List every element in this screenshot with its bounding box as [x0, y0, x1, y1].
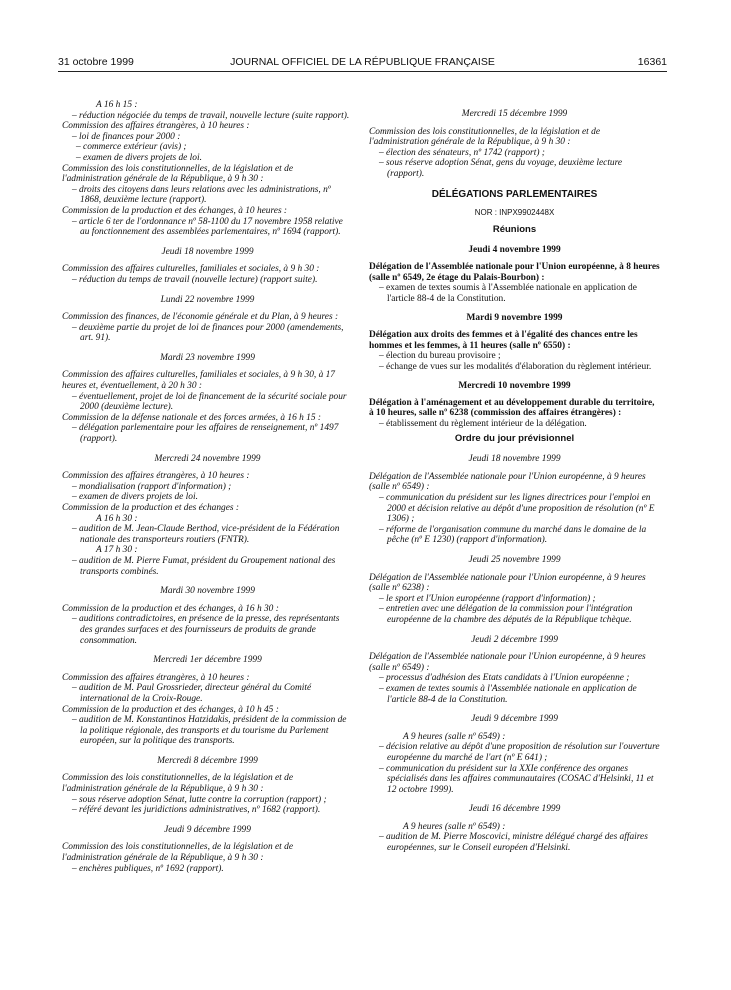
heading: Commission des lois constitutionnelles, de la législation et de l'administration générale de la République, à 9 h 30 : [62, 773, 293, 795]
sub-item: – examen de divers projets de loi. [76, 152, 202, 163]
agenda-item: – délégation parlementaire pour les affaires de renseignement, nº 1497 (rapport). [72, 423, 339, 445]
agenda-item: – réforme de l'organisation commune du marché dans le domaine de la pêche (nº E 1230) (rapport d'information). [379, 524, 647, 546]
agenda-item: – élection du bureau provisoire ; [379, 351, 501, 362]
agenda-item: – processus d'adhésion des Etats candidats à l'Union européenne ; [379, 673, 630, 684]
delegation-heading: Délégation à l'aménagement et au développement durable du territoire, à 10 heures, salle nº 6238 (commission des affaires étrangères) : [369, 397, 655, 419]
page-header [58, 56, 667, 70]
journal-title: JOURNAL OFFICIEL DE LA RÉPUBLIQUE FRANÇAISE [230, 56, 495, 68]
heading: Commission des affaires étrangères, à 10 heures : [62, 672, 250, 683]
time-line: A 16 h 30 : [96, 513, 138, 524]
date-heading: Jeudi 9 décembre 1999 [471, 714, 558, 725]
agenda-item: – audition de M. Pierre Moscovici, ministre délégué chargé des affaires européennes, sur le Conseil européen d'Helsinki. [379, 832, 648, 854]
agenda-item: – examen de textes soumis à l'Assemblée nationale en application de l'article 88-4 de la Constitution. [379, 683, 637, 705]
time-line: A 16 h 15 : [96, 100, 138, 110]
agenda-item: – deuxième partie du projet de loi de finances pour 2000 (amendements, art. 91). [72, 322, 344, 344]
delegation-heading: Délégation de l'Assemblée nationale pour l'Union européenne, à 8 heures (salle nº 6549, 2e étage du Palais-Bourbon) : [369, 261, 660, 283]
agenda-item: – audition de M. Konstantinos Hatzidakis, président de la commission de la politique régionale, des transports et du tourisme du Parlement européen, sur la politique des transports. [72, 715, 347, 747]
date-heading: Mardi 23 novembre 1999 [160, 352, 255, 363]
date-heading: Mercredi 10 novembre 1999 [458, 381, 571, 392]
time-line: A 9 heures (salle nº 6549) : [403, 821, 506, 832]
heading: Commission de la production et des échanges, à 10 heures : [62, 205, 288, 216]
right-column [369, 100, 660, 854]
nor-reference: NOR : INPX9902448X [474, 208, 555, 218]
agenda-item: – établissement du règlement intérieur de la délégation. [379, 419, 587, 430]
heading: Commission des affaires culturelles, familiales et sociales, à 9 h 30 : [62, 264, 320, 275]
date-heading: Lundi 22 novembre 1999 [160, 294, 255, 305]
left-column [62, 100, 353, 874]
heading: Commission des finances, de l'économie générale et du Plan, à 9 heures : [62, 312, 339, 323]
date-heading: Jeudi 4 novembre 1999 [468, 245, 561, 256]
agenda-item: – réduction négociée du temps de travail, nouvelle lecture (suite rapport). [72, 110, 350, 121]
agenda-item: – droits des citoyens dans leurs relations avec les administrations, nº 1868, deuxième lecture (rapport). [72, 184, 331, 206]
agenda-item: – référé devant les juridictions administratives, nº 1682 (rapport). [72, 805, 321, 816]
agenda-item: – élection des sénateurs, nº 1742 (rapport) ; [379, 147, 545, 158]
heading: Commission de la production et des échanges, à 16 h 30 : [62, 603, 279, 614]
agenda-item: – examen de divers projets de loi. [72, 492, 198, 503]
agenda-item: – auditions contradictoires, en présence de la presse, des représentants des grandes surfaces et des fournisseurs de produits de grande consommation. [72, 614, 340, 646]
heading: Commission des affaires étrangères, à 10 heures : [62, 121, 250, 132]
agenda-item: – communication du président sur les lignes directrices pour l'emploi en 2000 et décision relative au dépôt d'une proposition de résolution (nº E 1306) ; [379, 493, 655, 525]
agenda-item: – entretien avec une délégation de la commission pour l'intégration européenne de la chambre des députés de la République tchèque. [379, 604, 633, 625]
heading: Commission de la défense nationale et des forces armées, à 16 h 15 : [62, 412, 321, 423]
subsection-title: Réunions [492, 223, 537, 235]
date-heading: Mercredi 15 décembre 1999 [461, 109, 568, 119]
header-date: 31 octobre 1999 [58, 56, 134, 68]
sub-item: – commerce extérieur (avis) ; [76, 142, 187, 153]
agenda-item: – communication du président sur la XXIe conférence des organes spécialisés dans les affaires communautaires (COSAC d'Helsinki, 11 et 12 octobre 1999). [379, 763, 654, 795]
date-heading: Jeudi 25 novembre 1999 [468, 555, 561, 565]
date-heading: Jeudi 16 décembre 1999 [468, 804, 561, 815]
date-heading: Mercredi 8 décembre 1999 [157, 755, 258, 766]
agenda-item: – le sport et l'Union européenne (rapport d'information) ; [379, 593, 596, 604]
heading: Commission de la production et des échanges : [62, 503, 239, 513]
agenda-item: – loi de finances pour 2000 : [72, 131, 181, 142]
date-heading: Mardi 9 novembre 1999 [466, 313, 563, 324]
date-heading: Mardi 30 novembre 1999 [160, 586, 255, 597]
page-number: 16361 [637, 56, 667, 68]
date-heading: Jeudi 9 décembre 1999 [164, 824, 251, 835]
date-heading: Mercredi 24 novembre 1999 [154, 453, 261, 464]
date-heading: Jeudi 18 novembre 1999 [161, 246, 254, 257]
subsection-title: Ordre du jour prévisionnel [454, 432, 575, 444]
heading: Délégation de l'Assemblée nationale pour l'Union européenne, à 9 heures (salle nº 6549) : [369, 471, 646, 493]
section-title: DÉLÉGATIONS PARLEMENTAIRES [431, 188, 598, 200]
agenda-item: – audition de M. Pierre Fumat, président du Groupement national des transports combinés. [72, 555, 336, 577]
heading: Délégation de l'Assemblée nationale pour l'Union européenne, à 9 heures (salle nº 6238) : [369, 572, 646, 594]
agenda-item: – réduction du temps de travail (nouvelle lecture) (rapport suite). [72, 274, 318, 285]
heading: Commission des lois constitutionnelles, de la législation et de l'administration générale de la République, à 9 h 30 : [62, 163, 293, 185]
agenda-item: – échange de vues sur les modalités d'élaboration du règlement intérieur. [379, 361, 652, 372]
time-line: A 17 h 30 : [96, 545, 138, 556]
agenda-item: – enchères publiques, nº 1692 (rapport). [72, 863, 224, 874]
agenda-item: – article 6 ter de l'ordonnance nº 58-1100 du 17 novembre 1958 relative au fonctionnement des assemblées parlementaires, nº 1694 (rapport). [72, 216, 343, 238]
heading: Commission de la production et des échanges, à 10 h 45 : [62, 704, 279, 715]
agenda-item: – audition de M. Jean-Claude Berthod, vice-président de la Fédération nationale des transporteurs routiers (FNTR). [72, 524, 340, 545]
agenda-item: – sous réserve adoption Sénat, lutte contre la corruption (rapport) ; [72, 794, 327, 805]
agenda-item: – sous réserve adoption Sénat, gens du voyage, deuxième lecture (rapport). [379, 158, 623, 179]
agenda-item: – audition de M. Paul Grossrieder, directeur général du Comité international de la Croix-Rouge. [72, 683, 312, 704]
agenda-item: – mondialisation (rapport d'information) ; [72, 481, 232, 492]
heading: Commission des affaires culturelles, familiales et sociales, à 9 h 30, à 17 heures et, éventuellement, à 20 h 30 : [62, 370, 335, 392]
header-rule [58, 71, 667, 72]
agenda-item: – éventuellement, projet de loi de financement de la sécurité sociale pour 2000 (deuxième lecture). [72, 391, 347, 413]
heading: Commission des affaires étrangères, à 10 heures : [62, 471, 250, 482]
time-line: A 9 heures (salle nº 6549) : [403, 731, 506, 742]
agenda-item: – examen de textes soumis à l'Assemblée nationale en application de l'article 88-4 de la Constitution. [379, 283, 637, 304]
heading: Commission des lois constitutionnelles, de la législation et de l'administration générale de la République, à 9 h 30 : [369, 126, 600, 148]
agenda-item: – décision relative au dépôt d'une proposition de résolution sur l'ouverture européenne du marché de l'art (nº E 641) ; [379, 742, 660, 763]
delegation-heading: Délégation aux droits des femmes et à l'égalité des chances entre les hommes et les femmes, à 11 heures (salle nº 6550) : [369, 329, 638, 351]
date-heading: Mercredi 1er décembre 1999 [153, 655, 262, 666]
date-heading: Jeudi 2 décembre 1999 [471, 634, 558, 645]
heading: Délégation de l'Assemblée nationale pour l'Union européenne, à 9 heures (salle nº 6549) : [369, 652, 646, 673]
heading: Commission des lois constitutionnelles, de la législation et de l'administration générale de la République, à 9 h 30 : [62, 842, 293, 864]
date-heading: Jeudi 18 novembre 1999 [468, 454, 561, 465]
